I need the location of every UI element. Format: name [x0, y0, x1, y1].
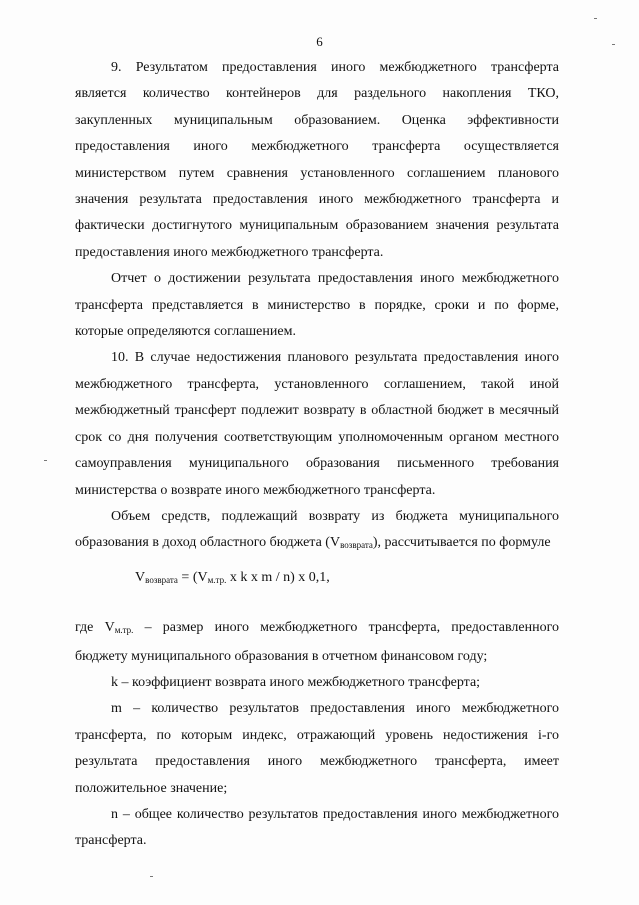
return-formula: [75, 565, 559, 593]
definition-m: m – количество результатов предоставления иного межбюджетного трансферта, по которым индекс, отражающий уровень недостижения i-го результата предоставления иного межбюджетного трансферта, имеет положительное значение;: [75, 701, 559, 796]
definition-v-subscript: м.тр.: [114, 625, 134, 636]
definition-v-prefix: где V: [75, 620, 115, 636]
scan-speck: [44, 460, 47, 461]
paragraph-volume: [75, 504, 559, 559]
formula-lhs-subscript: возврата: [145, 574, 178, 585]
formula-mtr-subscript: м.тр.: [207, 574, 227, 585]
volume-text-before: Объем средств, подлежащий возврату из бюджета муниципального образования в доход областного бюджета (V: [75, 508, 559, 551]
paragraph-9: 9. Результатом предоставления иного межбюджетного трансферта является количество контейнеров для раздельного накопления ТКО, закупленных муниципальным образованием. Оценка эффективности предоставления иного межбюджетного трансферта осуществляется министерством путем сравнения установленного соглашением планового значения результата предоставления иного межбюджетного трансферта и фактически достигнутого муниципальным образованием значения результата предоставления иного межбюджетного трансферта.: [75, 60, 559, 260]
page-number: 6: [316, 34, 323, 49]
definition-n: n – общее количество результатов предоставления иного межбюджетного трансферта.: [75, 806, 559, 849]
definition-v-text: – размер иного межбюджетного трансферта, предоставленного бюджету муниципального образования в отчетном финансовом году;: [75, 620, 559, 664]
volume-subscript: возврата: [340, 540, 373, 551]
formula-eq-open: = (V: [177, 569, 208, 585]
scan-speck: [150, 876, 153, 877]
scan-speck: [612, 44, 615, 45]
paragraph-report: Отчет о достижении результата предоставления иного межбюджетного трансферта представляется в министерство в порядке, сроки и по форме, которые определяются соглашением.: [75, 271, 559, 340]
volume-text-after: ), рассчитывается по формуле: [372, 535, 551, 551]
formula-rest: x k x m / n) x 0,1,: [226, 569, 330, 585]
definition-k: k – коэффициент возврата иного межбюджетного трансферта;: [111, 674, 481, 690]
formula-lhs: V: [135, 569, 146, 585]
paragraph-10: 10. В случае недостижения планового результата предоставления иного межбюджетного трансферта, установленного соглашением, такой иной межбюджетный трансферт подлежит возврату в областной бюджет в месячный срок со дня получения соответствующим уполномоченным органом местного самоуправления муниципального образования письменного требования министерства о возврате иного межбюджетного трансферта.: [75, 350, 559, 498]
scan-speck: [594, 18, 597, 19]
document-body: [75, 55, 559, 855]
definition-v: [75, 615, 559, 670]
